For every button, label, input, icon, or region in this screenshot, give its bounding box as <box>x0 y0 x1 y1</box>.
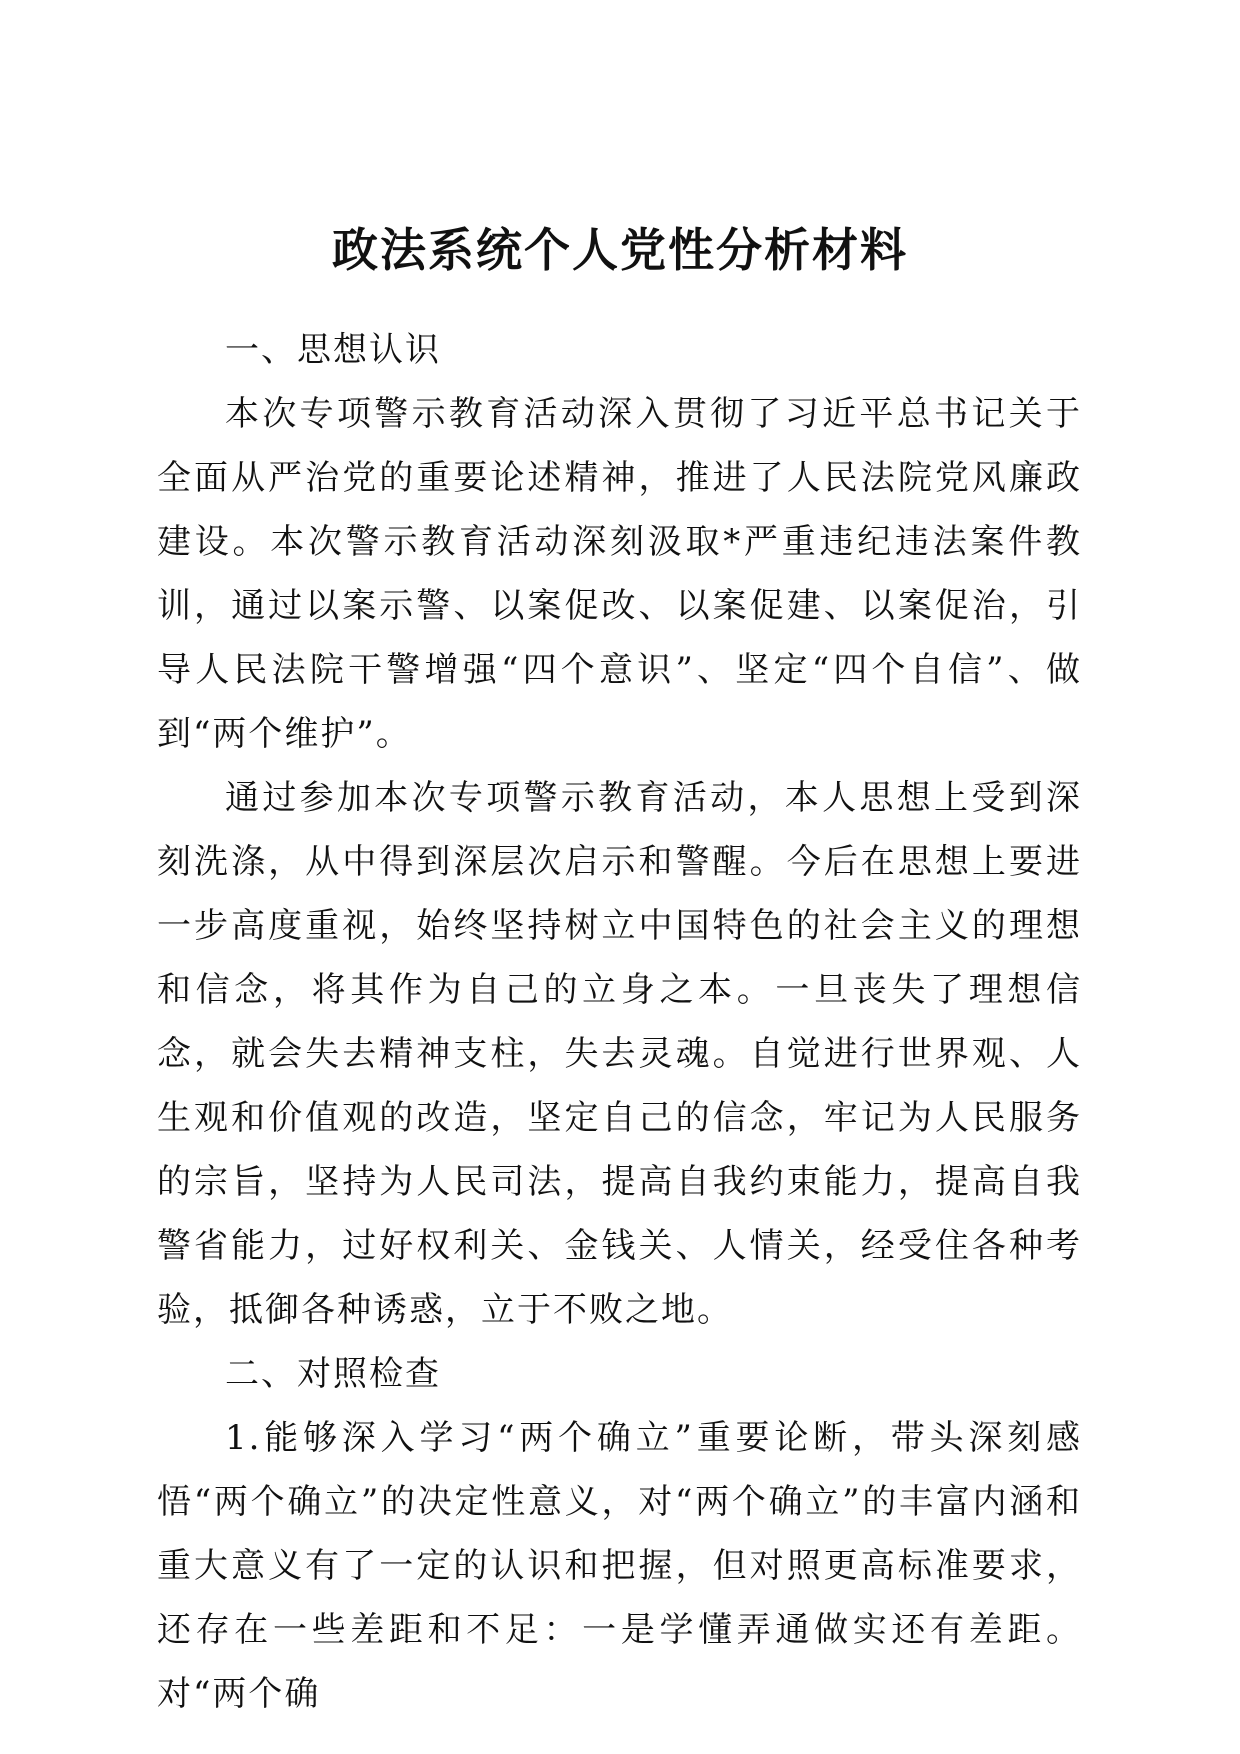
paragraph-activity-summary: 本次专项警示教育活动深入贯彻了习近平总书记关于全面从严治党的重要论述精神，推进了人民法院党风廉政建设。本次警示教育活动深刻汲取*严重违纪违法案件教训，通过以案示警、以案促改、以案促建、以案促治，引导人民法院干警增强“四个意识”、坚定“四个自信”、做到“两个维护”。 <box>157 394 1082 754</box>
section-heading-comparison-check: 二、对照检查 <box>225 1354 441 1394</box>
paragraph-personal-reflection: 通过参加本次专项警示教育活动，本人思想上受到深刻洗涤，从中得到深层次启示和警醒。今后在思想上要进一步高度重视，始终坚持树立中国特色的社会主义的理想和信念，将其作为自己的立身之本。一旦丧失了理想信念，就会失去精神支柱，失去灵魂。自觉进行世界观、人生观和价值观的改造，坚定自己的信念，牢记为人民服务的宗旨，坚持为人民司法，提高自我约束能力，提高自我警省能力，过好权利关、金钱关、人情关，经受住各种考验，抵御各种诱惑，立于不败之地。 <box>157 778 1082 1330</box>
section-heading-thinking: 一、思想认识 <box>225 330 441 370</box>
document-body <box>157 318 1082 1726</box>
document-title: 政法系统个人党性分析材料 <box>332 223 908 277</box>
paragraph-two-establishments: 1.能够深入学习“两个确立”重要论断，带头深刻感悟“两个确立”的决定性意义，对“两个确立”的丰富内涵和重大意义有了一定的认识和把握，但对照更高标准要求，还存在一些差距和不足：一是学懂弄通做实还有差距。对“两个确 <box>157 1418 1082 1714</box>
